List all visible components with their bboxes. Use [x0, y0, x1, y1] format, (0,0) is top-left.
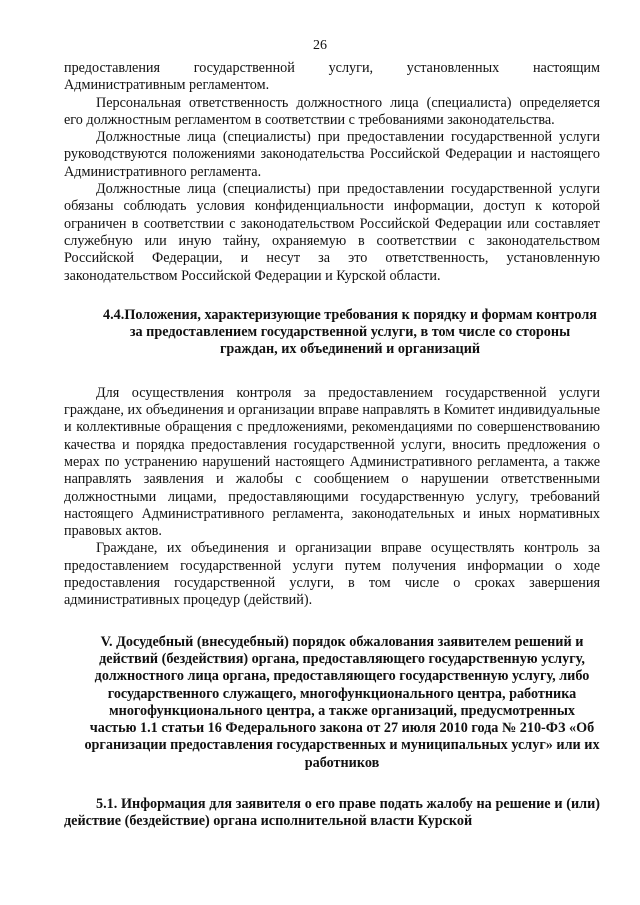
paragraph-control-appeals: Для осуществления контроля за предоставлением государственной услуги граждане, их объединения и организации вправе направлять в Комитет индивидуальные и коллективные обращения с предложениями, рекомендациями по совершенствованию качества и порядка предоставления государственной услуги, вносить предложения о мерах по устранению нарушений настоящего Административного регламента, а также направлять заявления и жалобы с сообщением о нарушении ответственными должностными лицами, предоставляющими государственную услугу, требований настоящего Административного регламента, законодательных и иных нормативных правовых актов. [64, 384, 600, 540]
paragraph-control-information: Граждане, их объединения и организации вправе осуществлять контроль за предоставлением государственной услуги путем получения информации о ходе предоставления государственной услуги, в том числе о сроках завершения административных процедур (действий). [64, 540, 600, 609]
paragraph-guidance: Должностные лица (специалисты) при предоставлении государственной услуги руководствуются положениями законодательства Российской Федерации и настоящего Административного регламента. [64, 129, 600, 180]
document-body [64, 60, 600, 831]
paragraph-continuation: предоставления государственной услуги, установленных настоящим Административным регламентом. [64, 60, 600, 94]
paragraph-confidentiality: Должностные лица (специалисты) при предоставлении государственной услуги обязаны соблюдать условия конфиденциальности информации, доступ к которой ограничен в соответствии с законодательством Российской Федерации или составляет служебную или иную тайну, охраняемую в соответствии с законодательством Российской Федерации, и несут за это ответственность, установленную законодательством Российской Федерации и Курской области. [64, 181, 600, 284]
paragraph-responsibility: Персональная ответственность должностного лица (специалиста) определяется его должностным регламентом в соответствии с требованиями законодательства. [64, 94, 600, 128]
section-5-heading: V. Досудебный (внесудебный) порядок обжалования заявителем решений и действий (бездействия) органа, предоставляющего государственную услугу, должностного лица органа, предоставляющего государственную услугу, либо государственного служащего, многофункционального центра, работника многофункционального центра, а также организаций, предусмотренных частью 1.1 статьи 16 Федерального закона от 27 июля 2010 года № 210-ФЗ «Об организации предоставления государственных и муниципальных услуг» или их работников [84, 633, 600, 771]
section-4-4-heading: 4.4.Положения, характеризующие требования к порядку и формам контроля за предоставлением государственной услуги, в том числе со стороны граждан, их объединений и организаций [103, 306, 597, 358]
page-number: 26 [313, 38, 327, 53]
section-5-1-heading: 5.1. Информация для заявителя о его праве подать жалобу на решение и (или) действие (бездействие) органа исполнительной власти Курской [64, 795, 600, 830]
